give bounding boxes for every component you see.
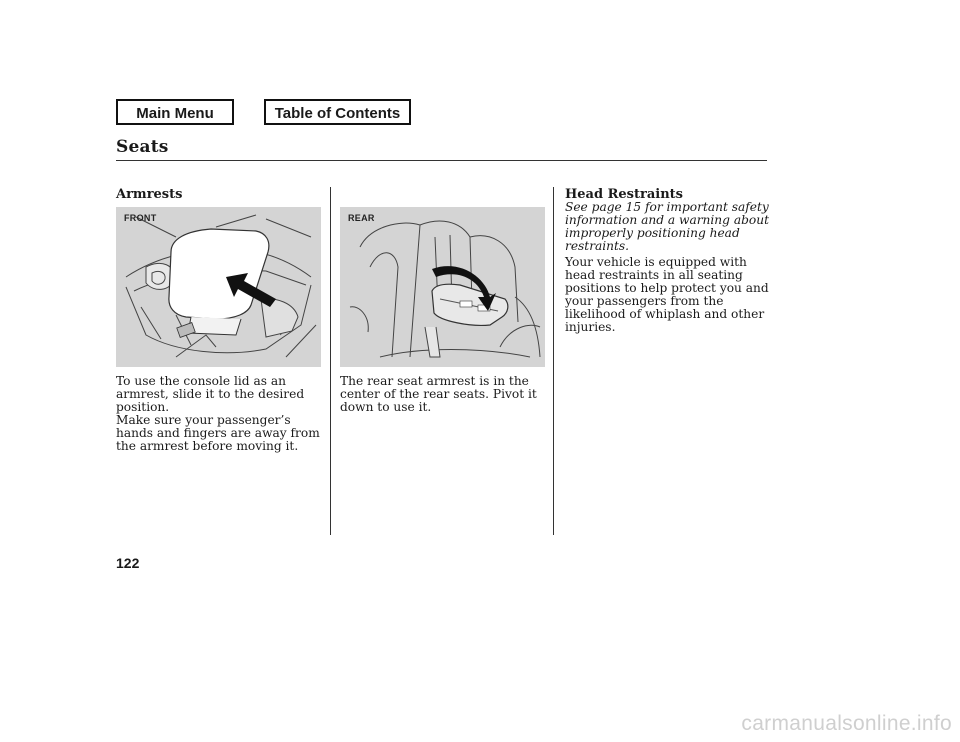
column-divider-2	[553, 187, 554, 535]
watermark-text: carmanualsonline.info	[741, 712, 952, 735]
main-menu-button[interactable]: Main Menu	[116, 99, 234, 125]
rear-armrest-paragraph: The rear seat armrest is in the center of the rear seats. Pivot it down to use it.	[340, 374, 537, 414]
rear-armrest-illustration	[340, 207, 545, 367]
armrests-paragraph-1: To use the console lid as an armrest, slide it to the desired position.	[116, 374, 305, 414]
section-title: Seats	[116, 137, 169, 157]
head-restraints-heading: Head Restraints	[565, 187, 683, 202]
front-figure-label: FRONT	[124, 213, 157, 223]
header-rule	[116, 160, 767, 161]
front-console-drawing	[116, 207, 321, 367]
table-of-contents-button[interactable]: Table of Contents	[264, 99, 411, 125]
rear-figure-label: REAR	[348, 213, 375, 223]
rear-seat-drawing	[340, 207, 545, 367]
page-number: 122	[116, 555, 140, 571]
front-console-illustration	[116, 207, 321, 367]
armrests-paragraph-2: Make sure your passenger’s hands and fingers are away from the armrest before moving it.	[116, 413, 320, 453]
head-restraints-safety-note: See page 15 for important safety information and a warning about improperly positioning head restraints.	[565, 200, 769, 253]
column-divider-1	[330, 187, 331, 535]
head-restraints-paragraph: Your vehicle is equipped with head restraints in all seating positions to help protect you and your passengers from the likelihood of whiplash and other injuries.	[565, 255, 769, 334]
armrests-heading: Armrests	[116, 187, 183, 202]
